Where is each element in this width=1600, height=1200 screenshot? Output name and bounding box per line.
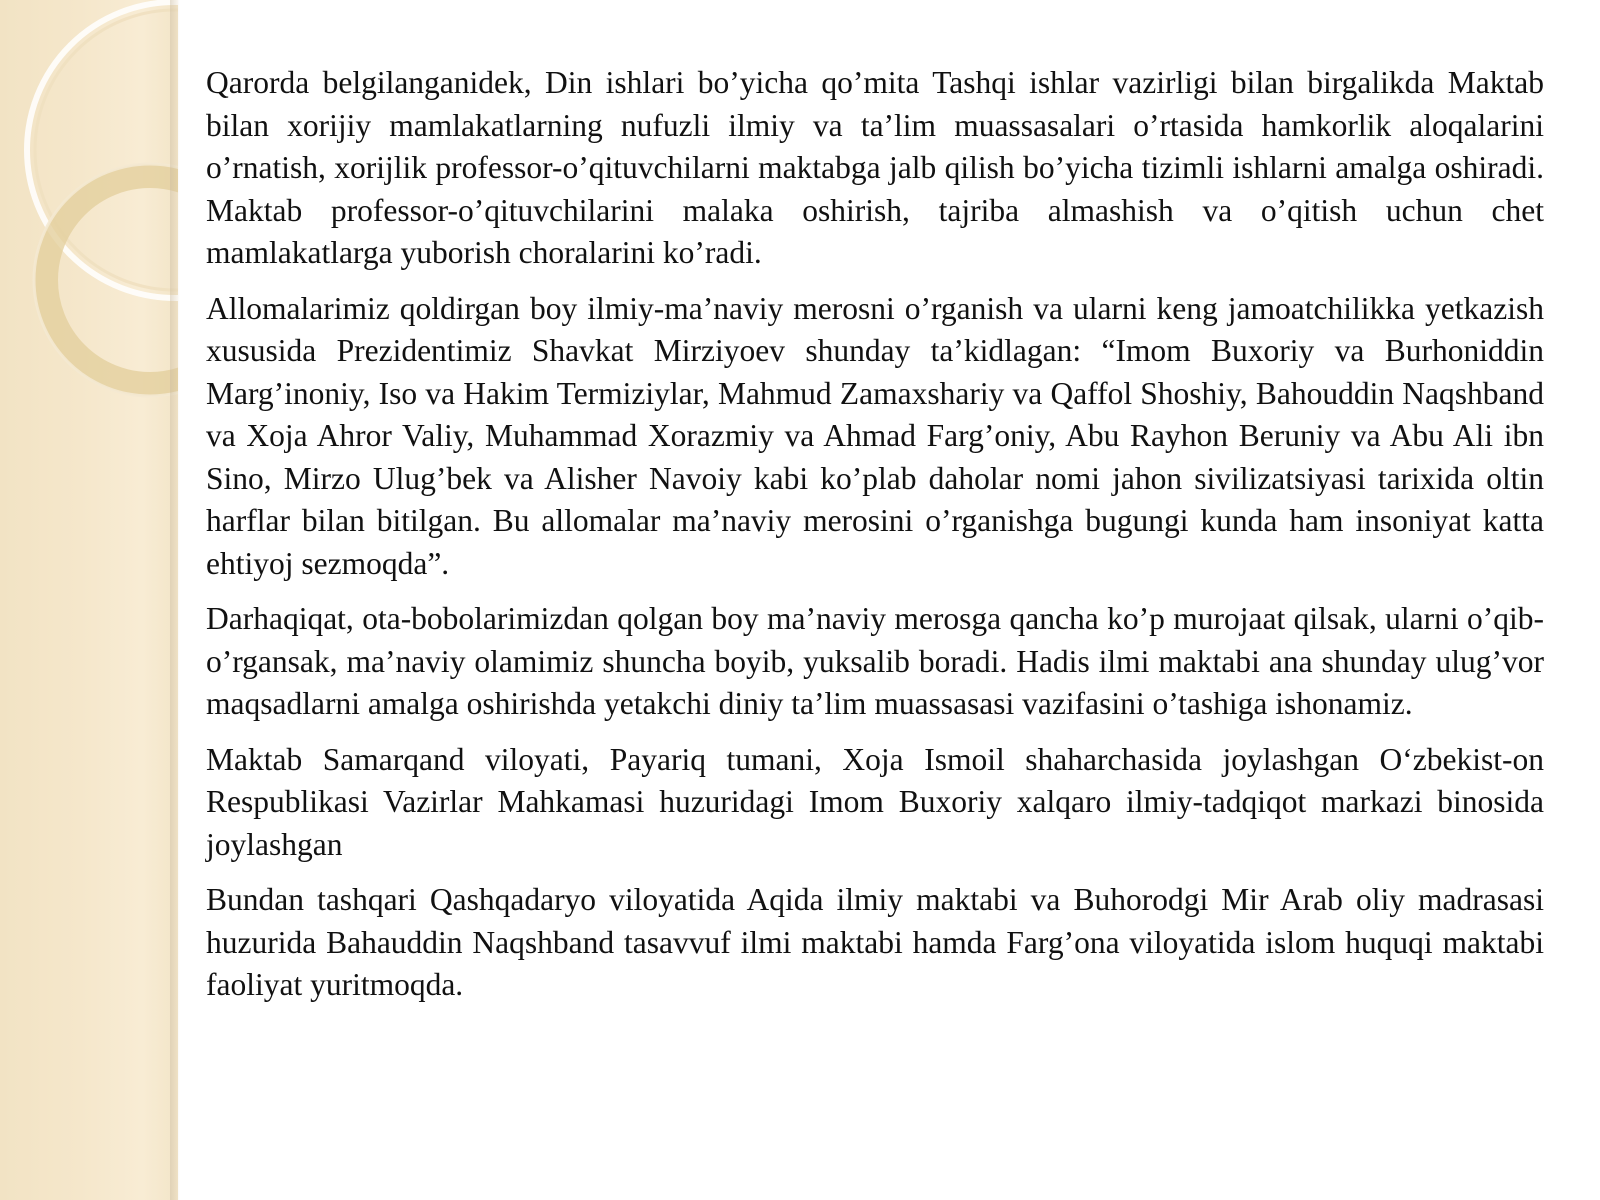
- paragraph-4: Maktab Samarqand viloyati, Payariq tumani, Xoja Ismoil shaharchasida joylashgan O‘zbekist-on Respublikasi Vazirlar Mahkamasi huzuridagi Imom Buxoriy xalqaro ilmiy-tadqiqot markazi binosida joylashgan: [206, 741, 1544, 862]
- decorative-side-panel: [0, 0, 178, 1200]
- decorative-rings-icon: [0, 0, 178, 1200]
- paragraph-1: Qarorda belgilanganidek, Din ishlari bo’yicha qo’mita Tashqi ishlar vazirligi bilan birgalikda Maktab bilan xorijiy mamlakatlarning nufuzli ilmiy va ta’lim muassasalari o’rtasida hamkorlik aloqalarini o’rnatish, xorijlik professor-o’qituvchilarni maktabga jalb qilish bo’yicha tizimli ishlarni amalga oshiradi. Maktab professor-o’qituvchilarini malaka oshirish, tajriba almashish va o’qitish uchun chet mamlakatlarga yuborish choralarini ko’radi.: [206, 65, 1544, 270]
- panel-edge-shadow: [170, 0, 180, 1200]
- paragraph-3: Darhaqiqat, ota-bobolarimizdan qolgan boy ma’naviy merosga qancha ko’p murojaat qilsak, ularni o’qib-o’rgansak, ma’naviy olamimiz shuncha boyib, yuksalib boradi. Hadis ilmi maktabi ana shunday ulug’vor maqsadlarni amalga oshirishda yetakchi diniy ta’lim muassasasi vazifasini o’tashiga ishonamiz.: [206, 601, 1544, 721]
- paragraph-2: Allomalarimiz qoldirgan boy ilmiy-ma’naviy merosni o’rganish va ularni keng jamoatchilikka yetkazish xususida Prezidentimiz Shavkat Mirziyoev shunday ta’kidlagan: “Imom Buxoriy va Burhoniddin Marg’inoniy, Iso va Hakim Termiziylar, Mahmud Zamaxshariy va Qaffol Shoshiy, Bahouddin Naqshband va Xoja Ahror Valiy, Muhammad Xorazmiy va Ahmad Farg’oniy, Abu Rayhon Beruniy va Abu Ali ibn Sino, Mirzo Ulug’bek va Alisher Navoiy kabi ko’plab daholar nomi jahon sivilizatsiyasi tarixida oltin harflar bilan bitilgan. Bu allomalar ma’naviy merosini o’rganishga bugungi kunda ham insoniyat katta ehtiyoj sezmoqda”.: [206, 290, 1544, 581]
- paragraph-5: Bundan tashqari Qashqadaryo viloyatida Aqida ilmiy maktabi va Buhorodgi Mir Arab oliy madrasasi huzurida Bahauddin Naqshband tasavvuf ilmi maktabi hamda Farg’ona viloyatida islom huquqi maktabi faoliyat yuritmoqda.: [206, 882, 1544, 1002]
- text-body: [206, 62, 1544, 1020]
